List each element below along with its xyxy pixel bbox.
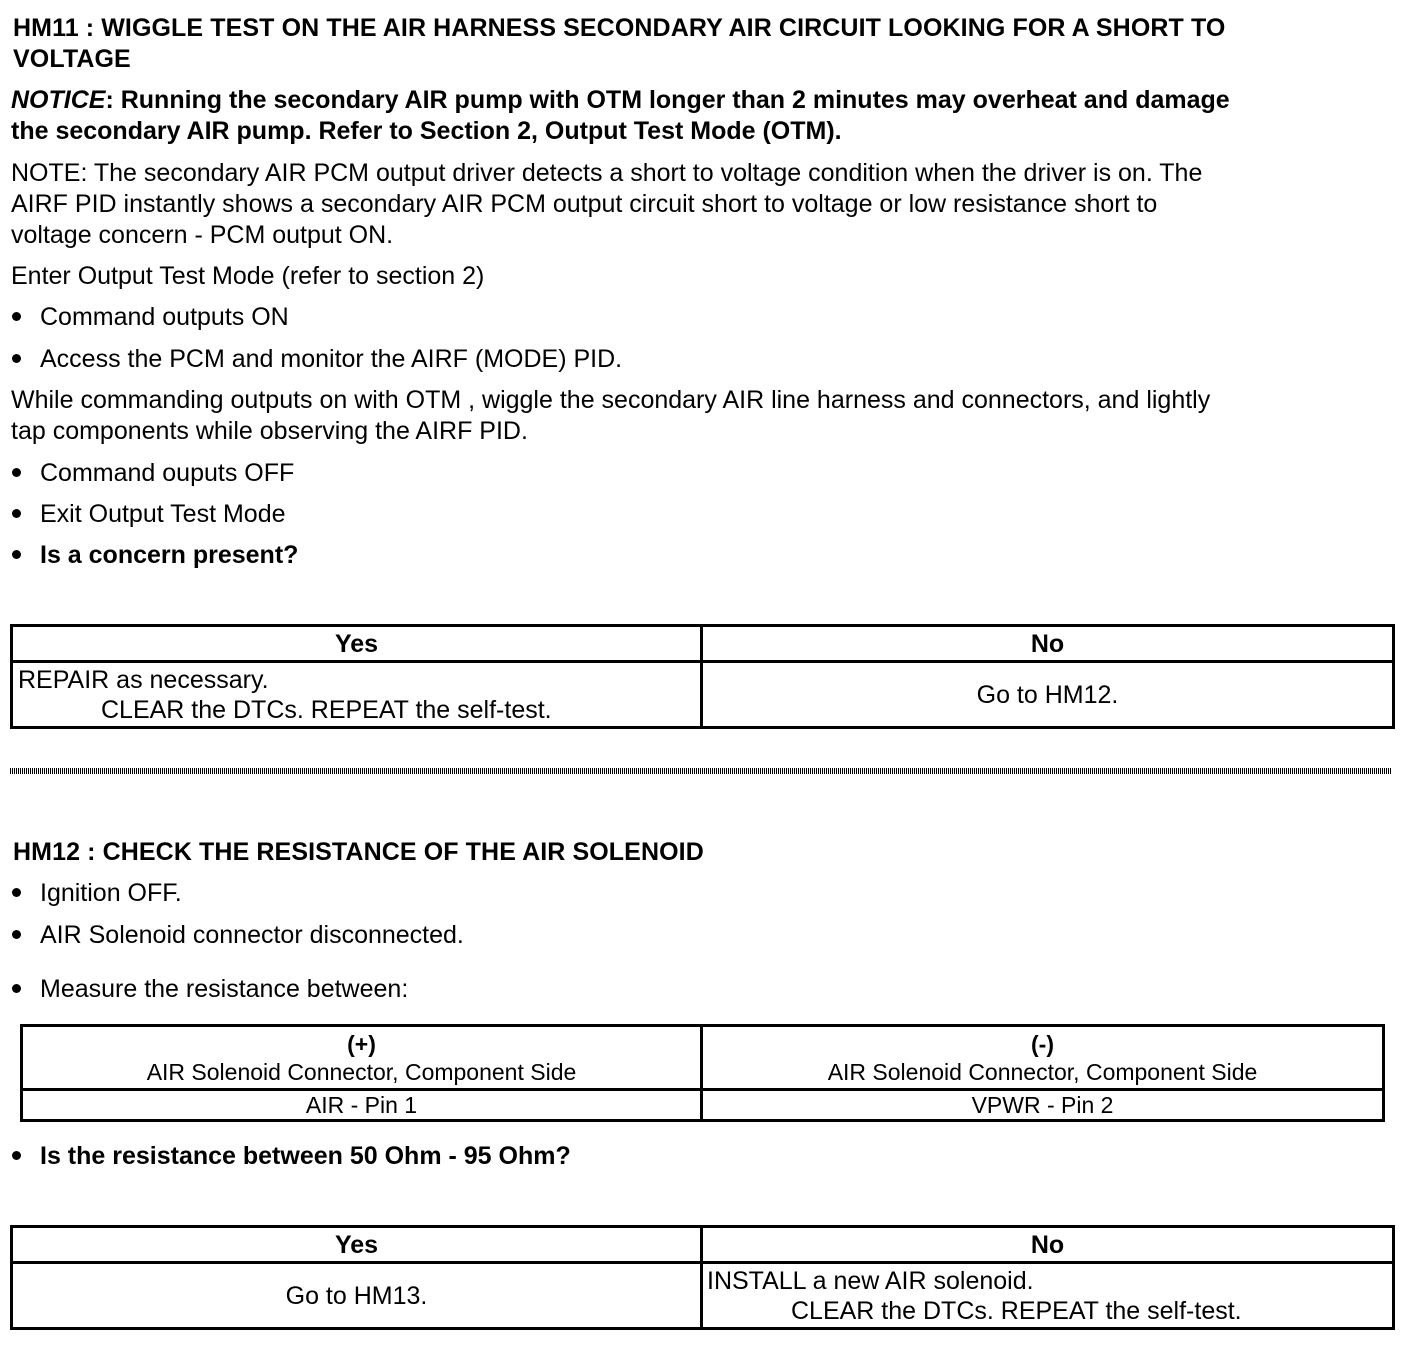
plus-symbol: (+)	[347, 1030, 376, 1057]
notice-line2: the secondary AIR pump. Refer to Section 2, Output Test Mode (OTM).	[11, 117, 842, 145]
bullet-item	[12, 920, 464, 951]
notice-line1: : Running the secondary AIR pump with OTM longer than 2 minutes may overheat and damage	[105, 86, 1230, 114]
notice-label: NOTICE	[11, 86, 106, 114]
bullet-item	[12, 458, 294, 489]
minus-header-cell	[702, 1026, 1384, 1090]
yes-line2: CLEAR the DTCs. REPEAT the self-test.	[101, 696, 552, 724]
bullet-text: Command ouputs OFF	[40, 459, 295, 487]
no-header: No	[702, 626, 1394, 662]
no-line1: INSTALL a new AIR solenoid.	[707, 1267, 1034, 1295]
hm11-title	[13, 13, 1225, 75]
plus-desc: AIR Solenoid Connector, Component Side	[146, 1058, 577, 1085]
yes-line1: REPAIR as necessary.	[18, 666, 269, 694]
bullet-icon	[12, 1151, 21, 1160]
hm11-title-line2: VOLTAGE	[13, 45, 131, 73]
yes-header: Yes	[12, 1227, 702, 1263]
yes-cell	[12, 662, 702, 728]
hm12-result-table	[10, 1225, 1395, 1330]
no-line2: CLEAR the DTCs. REPEAT the self-test.	[791, 1297, 1242, 1325]
no-cell: Go to HM12.	[702, 662, 1394, 728]
bullet-icon	[12, 468, 21, 477]
bullet-item	[12, 878, 182, 909]
bullet-item	[12, 302, 289, 333]
while-block	[11, 385, 1210, 447]
bullet-text: Exit Output Test Mode	[40, 500, 286, 528]
bullet-icon	[12, 312, 21, 321]
while-line: tap components while observing the AIRF PID.	[11, 417, 528, 445]
bullet-icon	[12, 509, 21, 518]
bullet-icon	[12, 354, 21, 363]
note-line: NOTE: The secondary AIR PCM output driver detects a short to voltage condition when the driver is on. The	[11, 159, 1203, 187]
minus-pin-cell: VPWR - Pin 2	[702, 1090, 1384, 1121]
bullet-text: Ignition OFF.	[40, 879, 182, 907]
plus-pin-cell: AIR - Pin 1	[22, 1090, 702, 1121]
question-text: Is the resistance between 50 Ohm - 95 Ohm?	[40, 1142, 571, 1170]
bullet-icon	[12, 550, 21, 559]
yes-header: Yes	[12, 626, 702, 662]
note-line: voltage concern - PCM output ON.	[11, 221, 394, 249]
hm11-question	[12, 540, 298, 571]
note-block	[11, 158, 1202, 251]
no-header: No	[702, 1227, 1394, 1263]
bullet-icon	[12, 888, 21, 897]
plus-header-cell	[22, 1026, 702, 1090]
enter-otm-text: Enter Output Test Mode (refer to section 2)	[11, 262, 485, 290]
bullet-text: Access the PCM and monitor the AIRF (MODE) PID.	[40, 345, 623, 373]
bullet-text: Measure the resistance between:	[40, 975, 409, 1003]
bullet-icon	[12, 930, 21, 939]
hm12-question	[12, 1141, 571, 1172]
bullet-icon	[12, 984, 21, 993]
hm11-result-table	[10, 624, 1395, 729]
hm11-title-line1: HM11 : WIGGLE TEST ON THE AIR HARNESS SECONDARY AIR CIRCUIT LOOKING FOR A SHORT TO	[13, 14, 1226, 42]
hm12-title: HM12 : CHECK THE RESISTANCE OF THE AIR SOLENOID	[13, 838, 704, 866]
while-line: While commanding outputs on with OTM , wiggle the secondary AIR line harness and connectors, and lightly	[11, 386, 1211, 414]
section-divider	[10, 768, 1392, 774]
bullet-item	[12, 344, 622, 375]
question-text: Is a concern present?	[40, 541, 299, 569]
bullet-text: Command outputs ON	[40, 303, 289, 331]
yes-cell: Go to HM13.	[12, 1263, 702, 1329]
minus-desc: AIR Solenoid Connector, Component Side	[827, 1058, 1258, 1085]
measure-table	[20, 1024, 1385, 1122]
minus-symbol: (-)	[1031, 1030, 1054, 1057]
bullet-text: AIR Solenoid connector disconnected.	[40, 921, 464, 949]
bullet-item	[12, 499, 286, 530]
note-line: AIRF PID instantly shows a secondary AIR PCM output circuit short to voltage or low resistance short to	[11, 190, 1158, 218]
notice-block	[11, 85, 1230, 147]
bullet-item	[12, 974, 408, 1005]
no-cell	[702, 1263, 1394, 1329]
